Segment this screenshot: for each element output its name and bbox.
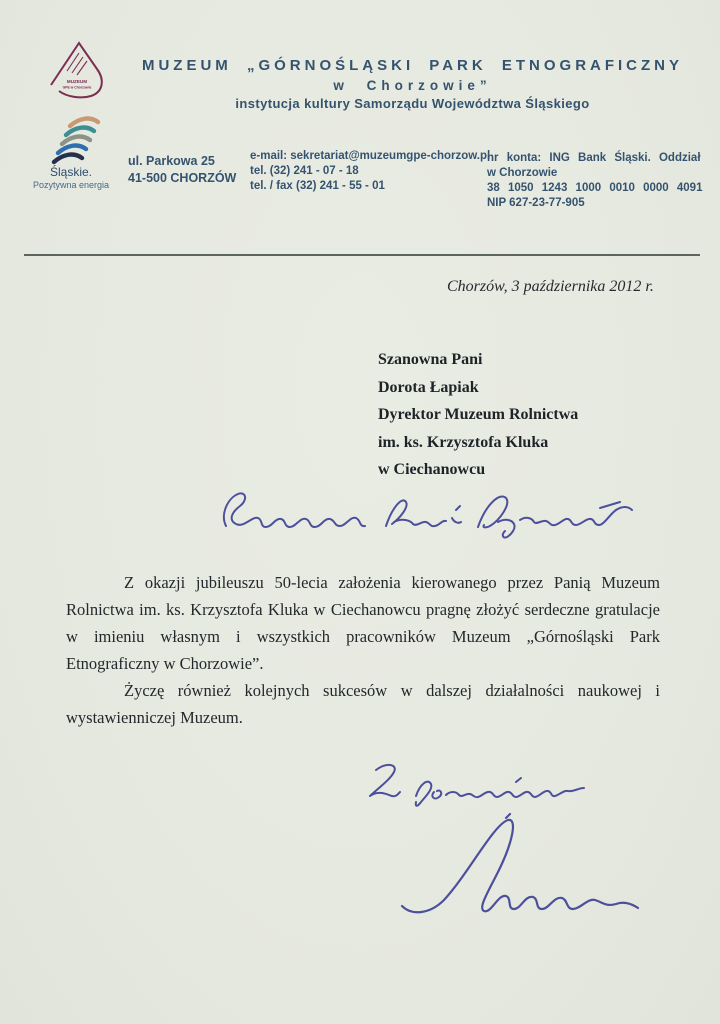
slaskie-wave-5 <box>54 155 82 162</box>
slaskie-logo-name: Śląskie. <box>49 165 93 179</box>
bank-block <box>487 151 707 211</box>
handwriting-stroke <box>370 765 400 796</box>
paragraph-1: Z okazji jubileuszu 50-lecia założenia kierowanego przez Panią Muzeum Rolnictwa im. ks. Krzysztofa Kluka w Ciechanowcu pragnę złożyć serdeczne gratulacje w imieniu własnym i wszystkich pracowników Muzeum „Górnośląski Park Etnograficzny w Chorzowie”. <box>66 573 660 673</box>
bank-name-line: nr konta: ING Bank Śląski. Oddział <box>487 152 701 164</box>
bank-branch-line: w Chorzowie <box>487 167 558 179</box>
slaskie-wave-3 <box>62 137 90 144</box>
letter-body <box>66 569 660 731</box>
handwriting-stroke <box>224 493 365 527</box>
bank-nip: NIP 627-23-77-905 <box>487 197 585 209</box>
slaskie-wave-1 <box>70 119 98 126</box>
museum-name-line1: MUZEUM „GÓRNOŚLĄSKI PARK ETNOGRAFICZNY <box>141 57 684 74</box>
handwritten-closing <box>358 752 608 812</box>
handwriting-stroke <box>402 814 638 912</box>
letterhead-title-block <box>130 57 695 111</box>
slaskie-wave-4 <box>58 146 86 153</box>
recipient-line: Dorota Łapiak <box>378 378 479 396</box>
slaskie-wave-2 <box>66 128 94 135</box>
handwriting-stroke <box>478 496 632 537</box>
recipient-line: im. ks. Krzysztofa Kluka <box>378 433 549 451</box>
museum-logo-caption-1: MUZEUM <box>66 79 88 84</box>
address-street: ul. Parkowa 25 <box>128 154 215 168</box>
handwriting-stroke <box>386 500 461 526</box>
recipient-line: Szanowna Pani <box>378 351 483 368</box>
recipient-line: Dyrektor Muzeum Rolnictwa <box>378 406 579 423</box>
address-city: 41-500 CHORZÓW <box>128 171 237 185</box>
contact-phone: tel. (32) 241 - 07 - 18 <box>250 165 359 177</box>
address-block <box>128 153 236 187</box>
dateline: Chorzów, 3 października 2012 r. <box>447 278 654 295</box>
handwriting-stroke <box>416 778 584 806</box>
museum-logo-caption-2: GPE w Chorzowie <box>62 85 92 90</box>
handwritten-salutation <box>216 480 646 544</box>
recipient-block <box>378 346 578 484</box>
letterhead-divider <box>24 254 700 256</box>
contact-email: e-mail: sekretariat@muzeumgpe-chorzow.pl <box>250 150 491 162</box>
contact-block <box>250 149 490 194</box>
museum-gpe-logo-icon <box>44 38 116 104</box>
paragraph-2: Życzę również kolejnych sukcesów w dalszej działalności naukowej i wystawienniczej Muzeum. <box>66 681 660 727</box>
slaskie-logo-tagline: Pozytywna energia <box>32 180 110 190</box>
contact-fax: tel. / fax (32) 241 - 55 - 01 <box>250 180 385 192</box>
museum-subtitle: instytucja kultury Samorządu Województwa Śląskiego <box>235 96 590 111</box>
handwritten-signature <box>394 810 644 922</box>
museum-name-line2: w Chorzowie” <box>333 78 492 93</box>
bank-account-number: 38 1050 1243 1000 0010 0000 4091 <box>487 182 703 194</box>
recipient-line: w Ciechanowcu <box>378 461 486 478</box>
slaskie-region-logo-icon <box>28 110 124 196</box>
